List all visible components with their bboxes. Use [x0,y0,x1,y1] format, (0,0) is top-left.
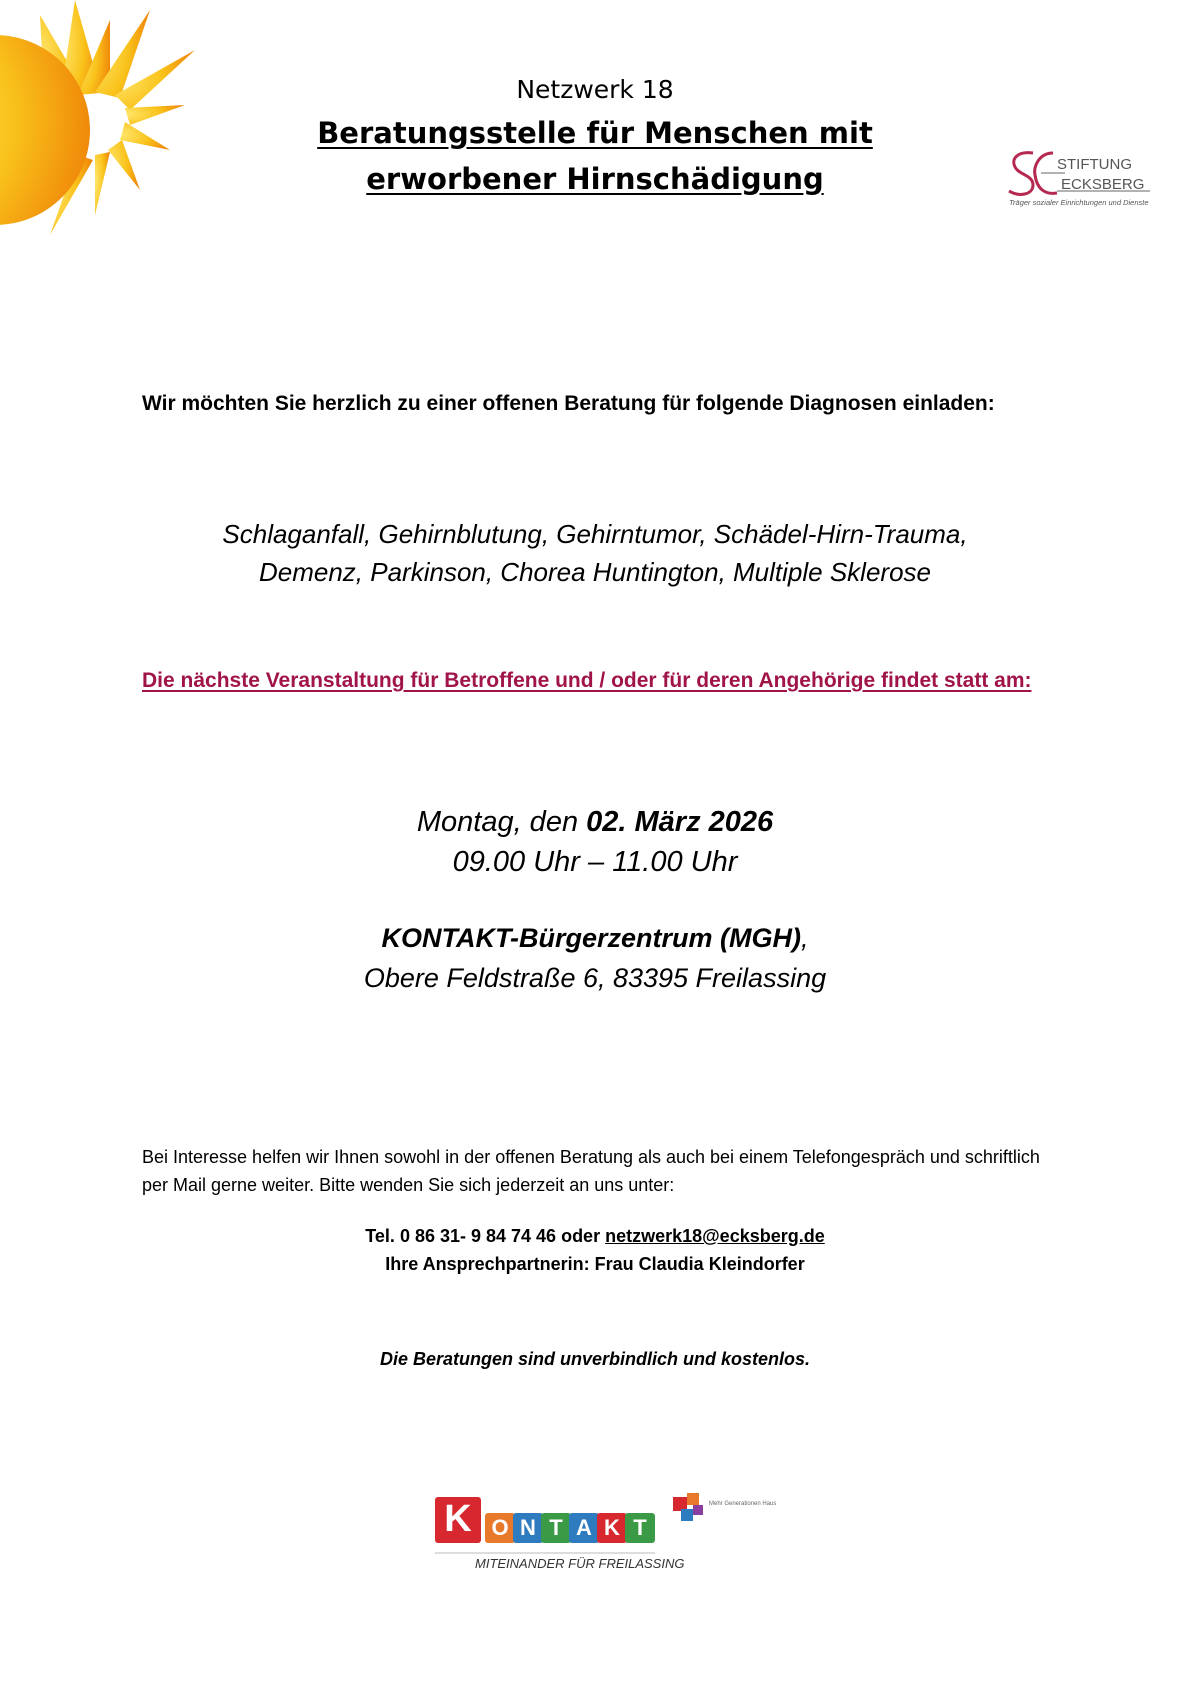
stiftung-ecksberg-logo [1005,145,1155,215]
svg-text:Träger sozialer Einrichtungen: Träger sozialer Einrichtungen und Dienste [1009,198,1149,207]
diagnoses-line1: Schlaganfall, Gehirnblutung, Gehirntumor, Schädel-Hirn-Trauma, [222,519,968,549]
phone-number: Tel. 0 86 31- 9 84 74 46 oder [365,1226,606,1246]
next-event-heading: Die nächste Veranstaltung für Betroffene und / oder für deren Angehörige findet statt am: [142,669,1032,692]
event-date-value: 02. März 2026 [586,806,774,838]
kontakt-letter: T [633,1515,647,1541]
event-place-block [0,918,1190,998]
event-address: Obere Feldstraße 6, 83395 Freilassing [363,963,827,993]
network-name: Netzwerk 18 [516,75,674,104]
free-note: Die Beratungen sind unverbindlich und kostenlos. [379,1349,811,1369]
page-title-line1: Beratungsstelle für Menschen mit [317,116,873,150]
kontakt-letter: A [576,1515,592,1541]
contact-phone-line [0,1222,1190,1250]
event-date-block [0,802,1190,882]
mgh-icon [673,1493,703,1521]
event-date-prefix: Montag, den [416,806,587,838]
contact-details [0,1222,1190,1278]
email-link[interactable]: netzwerk18@ecksberg.de [605,1226,825,1246]
kontakt-letter: N [520,1515,536,1541]
kontakt-slogan: MITEINANDER FÜR FREILASSING [475,1556,685,1571]
event-venue-name: KONTAKT-Bürgerzentrum (MGH) [381,923,801,953]
kontakt-logo-graphic [425,1483,785,1583]
contact-person: Ihre Ansprechpartnerin: Frau Claudia Kleindorfer [385,1254,805,1274]
kontakt-logo [425,1483,785,1583]
svg-text:ECKSBERG: ECKSBERG [1061,176,1145,193]
page-title-line2: erworbener Hirnschädigung [366,162,824,196]
kontakt-letter: K [444,1498,472,1541]
stiftung-logo-icon [1005,145,1155,215]
kontakt-letter: K [604,1515,620,1541]
diagnoses-line2: Demenz, Parkinson, Chorea Huntington, Multiple Sklerose [258,557,931,587]
kontakt-letter: T [549,1515,563,1541]
event-time: 09.00 Uhr – 11.00 Uhr [452,846,738,878]
intro-text: Wir möchten Sie herzlich zu einer offenen Beratung für folgende Diagnosen einladen: [142,392,995,415]
event-venue-suffix: , [800,923,809,953]
contact-paragraph: Bei Interesse helfen wir Ihnen sowohl in der offenen Beratung als auch bei einem Telefongespräch und schriftlich per Mail gerne weiter. Bitte wenden Sie sich jederzeit an uns unter: [142,1147,1040,1195]
event-venue [0,918,1190,958]
event-date [0,802,1190,842]
kontakt-letter: O [491,1515,509,1541]
svg-text:STIFTUNG: STIFTUNG [1057,156,1132,173]
diagnoses-list [0,515,1190,591]
mgh-label: Mehr Generationen Haus [709,1501,777,1507]
